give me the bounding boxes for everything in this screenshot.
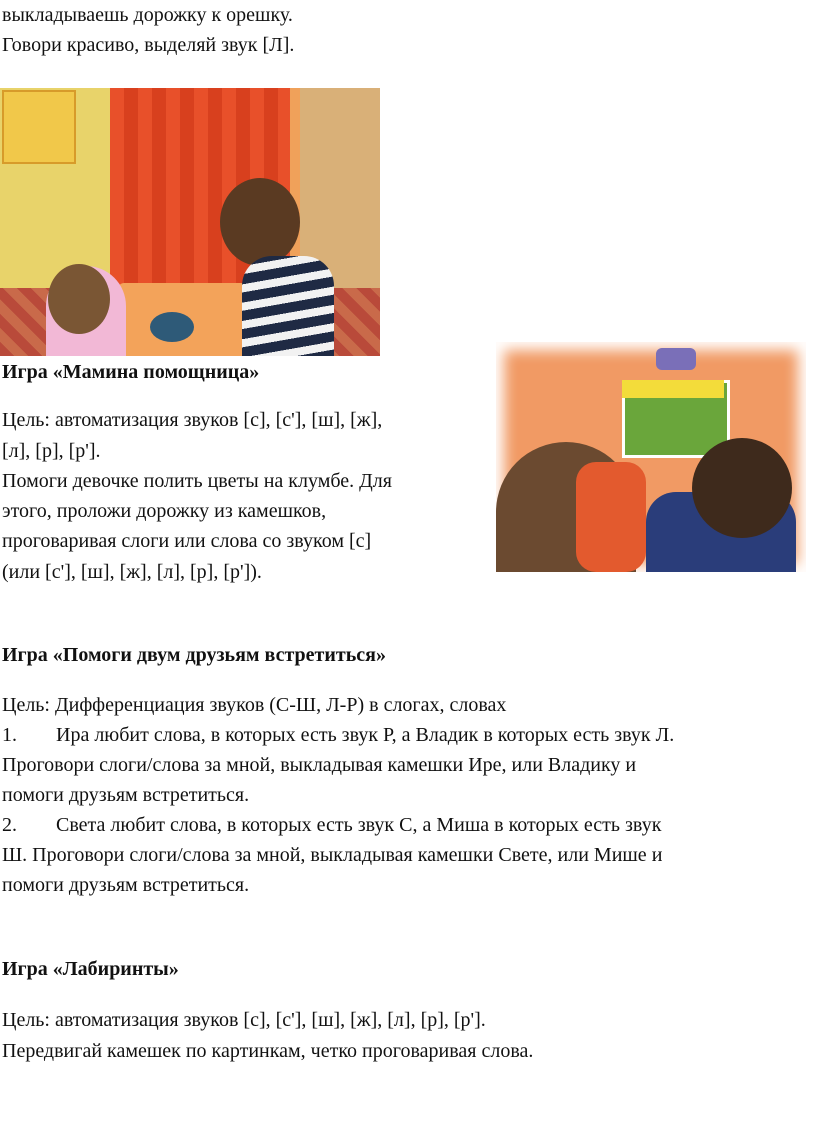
text-line: (или [с'], [ш], [ж], [л], [р], [р']). [2,561,262,583]
photo-therapist-with-girl [0,88,380,356]
text-line: проговаривая слоги или слова со звуком [с] [2,530,372,552]
list-item-number: 1. [2,724,17,746]
text-line: этого, проложи дорожку из камешков, [2,500,327,522]
text-line: Передвигай камешек по картинкам, четко проговаривая слова. [2,1040,534,1062]
photo-children-with-game-board [496,342,806,572]
text-line: помоги друзьям встретиться. [2,874,250,896]
text-line: Ш. Проговори слоги/слова за мной, выкладывая камешки Свете, или Мише и [2,844,663,866]
text-line: выкладываешь дорожку к орешку. [2,4,293,26]
list-item-text: Ира любит слова, в которых есть звук Р, а Владик в которых есть звук Л. [56,724,675,746]
list-item-text: Света любит слова, в которых есть звук С, а Миша в которых есть звук [56,814,662,836]
text-line: [л], [р], [р']. [2,440,101,462]
text-line: Говори красиво, выделяй звук [Л]. [2,34,295,56]
text-line: помоги друзьям встретиться. [2,784,250,806]
game-title-pomogi-dvum-druzyam: Игра «Помоги двум друзьям встретиться» [2,644,386,666]
list-item-number: 2. [2,814,17,836]
text-line: Цель: автоматизация звуков [с], [с'], [ш], [ж], [2,409,383,431]
text-line: Цель: Дифференциация звуков (С-Ш, Л-Р) в слогах, словах [2,694,507,716]
game-title-labirinty: Игра «Лабиринты» [2,958,179,980]
text-line: Проговори слоги/слова за мной, выкладывая камешки Ире, или Владику и [2,754,637,776]
text-line: Цель: автоматизация звуков [с], [с'], [ш], [ж], [л], [р], [р']. [2,1009,486,1031]
text-line: Помоги девочке полить цветы на клумбе. Для [2,470,392,492]
game-title-mamina-pomoshchnitsa: Игра «Мамина помощница» [2,361,260,383]
